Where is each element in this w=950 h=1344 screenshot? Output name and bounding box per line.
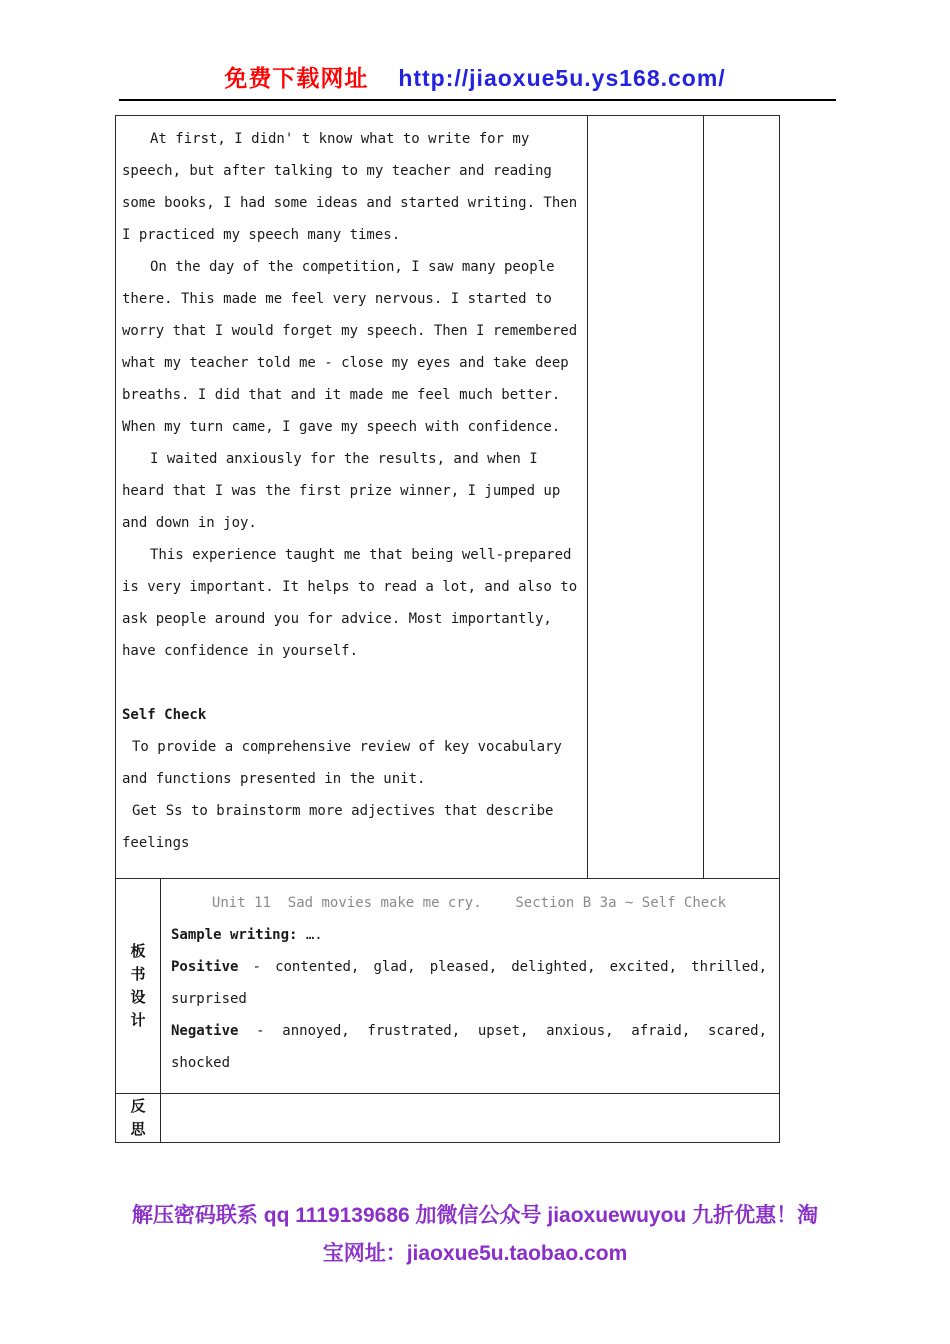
paragraph-speech-prep: At first, I didn' t know what to write for my speech, but after talking to my teacher and reading some books, I had some ideas and started writing. Then I practiced my speech many times.: [122, 131, 578, 243]
positive-adjectives: - contented, glad, pleased, delighted, excited, thrilled, surprised: [171, 959, 768, 1007]
self-check-line-brainstorm: Get Ss to brainstorm more adjectives that describe feelings: [122, 803, 554, 851]
header-divider: [119, 99, 836, 101]
lesson-content-cell: [116, 116, 588, 878]
negative-label: Negative: [171, 1023, 239, 1039]
paragraph-lesson-learned: This experience taught me that being well-prepared is very important. It helps to read a lot, and also to ask people around you for advice. Most importantly, have confidence in yourself.: [122, 547, 578, 659]
sample-writing-value: ….: [305, 927, 323, 943]
positive-label: Positive: [171, 959, 239, 975]
footer-taobao-line: 宝网址：jiaoxue5u.taobao.com: [322, 1242, 628, 1265]
reflection-content-cell: [161, 1094, 779, 1142]
board-design-row: [116, 878, 779, 1093]
board-design-label: 板书设计: [130, 943, 146, 1029]
positive-adjectives-line: [171, 951, 767, 1015]
download-url-link[interactable]: http://jiaoxue5u.ys168.com/: [398, 65, 726, 91]
sample-writing-label: Sample writing:: [171, 927, 298, 943]
paragraph-competition-day: On the day of the competition, I saw many people there. This made me feel very nervous. I started to worry that I would forget my speech. Then I remembered what my teacher told me - close my eyes and take deep breaths. I did that and it made me feel much better. When my turn came, I gave my speech with confidence.: [122, 259, 578, 435]
empty-column-cell-2: [704, 116, 779, 878]
reflection-label-cell: [116, 1094, 161, 1142]
content-row: [116, 116, 779, 878]
negative-adjectives-line: [171, 1015, 767, 1079]
unit-title: Unit 11 Sad movies make me cry. Section B 3a ~ Self Check: [211, 895, 727, 911]
lesson-plan-table: [115, 115, 780, 1143]
page-header: [0, 60, 950, 93]
footer-contact-line: 解压密码联系 qq 1119139686 加微信公众号 jiaoxuewuyou 九折优惠！淘: [131, 1204, 819, 1227]
reflection-label: 反思: [130, 1098, 146, 1138]
empty-column-cell-1: [588, 116, 704, 878]
sample-writing-line: [171, 919, 767, 951]
reflection-row: [116, 1093, 779, 1142]
download-site-label: 免费下载网址: [224, 65, 369, 91]
negative-adjectives: - annoyed, frustrated, upset, anxious, afraid, scared, shocked: [171, 1023, 767, 1071]
board-design-content-cell: [161, 879, 779, 1093]
paragraph-results: I waited anxiously for the results, and when I heard that I was the first prize winner, I jumped up and down in joy.: [122, 451, 561, 531]
board-design-label-cell: [116, 879, 161, 1093]
self-check-heading: Self Check: [122, 707, 207, 723]
self-check-line-review: To provide a comprehensive review of key vocabulary and functions presented in the unit.: [122, 739, 562, 787]
page-footer: [0, 1197, 950, 1273]
